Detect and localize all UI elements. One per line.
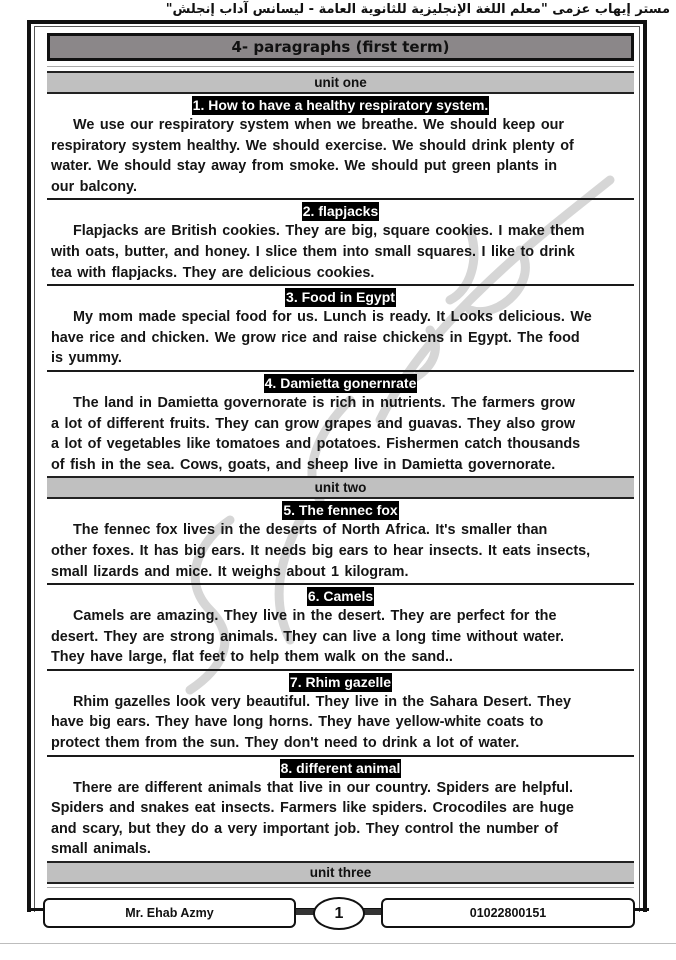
paragraph-line: a lot of different fruits. They can grow grapes and guavas. They also grow — [51, 415, 576, 432]
paragraph-heading: 3. Food in Egypt — [286, 289, 395, 306]
paragraph-line: small lizards and mice. It weighs about 1 kilogram. — [51, 563, 409, 580]
paragraph-line: have rice and chicken. We grow rice and raise chickens in Egypt. The food — [51, 329, 580, 346]
paragraph-line: Flapjacks are British cookies. They are big, square cookies. I make them — [73, 223, 585, 240]
paragraph-line: Rhim gazelles look very beautiful. They live in the Sahara Desert. They — [73, 693, 571, 710]
paragraph-block — [47, 373, 634, 476]
divider — [47, 583, 634, 585]
footer-connector — [294, 909, 315, 915]
paragraph-line: They have large, flat feet to help them walk on the sand.. — [51, 649, 453, 666]
paragraph-text — [47, 606, 634, 669]
paragraph-text — [47, 221, 634, 284]
paragraph-block — [47, 201, 634, 286]
paragraph-block — [47, 586, 634, 671]
paragraph-block — [47, 500, 634, 585]
paragraph-line: desert. They are strong animals. They can live a long time without water. — [51, 628, 565, 645]
page-bottom-divider — [0, 943, 676, 944]
unit-bar-two: unit two — [47, 476, 634, 499]
divider — [47, 198, 634, 200]
paragraph-text — [47, 520, 634, 583]
paragraph-heading: 7. Rhim gazelle — [289, 673, 392, 690]
paragraph-text — [47, 307, 634, 370]
paragraph-line: small animals. — [51, 841, 151, 858]
paragraph-heading: 8. different animal — [280, 759, 401, 776]
paragraph-block — [47, 287, 634, 372]
unit-bar-three: unit three — [47, 861, 634, 884]
paragraph-text — [47, 778, 634, 861]
paragraph-block — [47, 672, 634, 757]
page-number: 1 — [313, 897, 365, 930]
paragraph-line: tea with flapjacks. They are delicious cookies. — [51, 264, 375, 281]
paragraph-line: is yummy. — [51, 350, 122, 367]
paragraph-line: respiratory system healthy. We should exercise. We should drink plenty of — [51, 137, 574, 154]
paragraph-line: The land in Damietta governorate is rich in nutrients. The farmers grow — [73, 394, 575, 411]
paragraph-line: a lot of vegetables like tomatoes and potatoes. Fishermen catch thousands — [51, 436, 581, 453]
divider — [47, 669, 634, 671]
paragraph-text — [47, 115, 634, 198]
paragraph-line: Camels are amazing. They live in the desert. They are perfect for the — [73, 608, 557, 625]
paragraph-heading: 5. The fennec fox — [283, 502, 398, 519]
paragraph-line: The fennec fox lives in the deserts of North Africa. It's smaller than — [73, 522, 548, 539]
footer-connector — [363, 909, 383, 915]
paragraph-line: have big ears. They have long horns. They have yellow-white coats to — [51, 714, 544, 731]
paragraph-line: with oats, butter, and honey. I slice them into small squares. I like to drink — [51, 243, 575, 260]
paragraph-line: protect them from the sun. They don't need to drink a lot of water. — [51, 735, 520, 752]
paragraph-text — [47, 393, 634, 476]
divider — [47, 370, 634, 372]
page-title: 4- paragraphs (first term) — [47, 33, 634, 61]
paragraph-heading: 4. Damietta gonernrate — [264, 374, 417, 391]
divider — [47, 66, 634, 67]
paragraph-heading: 1. How to have a healthy respiratory system. — [192, 97, 489, 113]
divider — [47, 284, 634, 286]
paragraph-line: our balcony. — [51, 178, 137, 195]
divider — [47, 755, 634, 757]
footer-phone-number: 01022800151 — [381, 898, 635, 928]
unit-bar-one: unit one — [47, 71, 634, 94]
paragraph-line: We use our respiratory system when we breathe. We should keep our — [73, 117, 564, 133]
paragraph-text — [47, 692, 634, 755]
paragraph-heading: 6. Camels — [307, 588, 374, 605]
paragraphs-content — [47, 66, 634, 888]
paragraph-line: of fish in the sea. Cows, goats, and sheep live in Damietta governorate. — [51, 456, 556, 473]
paragraph-line: and scary, but they do a very important job. They control the number of — [51, 820, 558, 837]
divider — [47, 887, 634, 888]
paragraph-line: other foxes. It has big ears. It needs big ears to hear insects. It eats insects, — [51, 542, 591, 559]
footer-author-name: Mr. Ehab Azmy — [43, 898, 296, 928]
paragraph-block — [47, 95, 634, 200]
paragraph-line: My mom made special food for us. Lunch is ready. It Looks delicious. We — [73, 309, 592, 326]
author-header-arabic: مستر إيهاب عزمى "معلم اللغة الإنجليزية للثانوية العامة - ليسانس آداب إنجلش" — [165, 2, 670, 17]
paragraph-heading: 2. flapjacks — [302, 203, 379, 220]
paragraph-line: There are different animals that live in our country. Spiders are helpful. — [73, 779, 574, 796]
paragraph-line: water. We should stay away from smoke. We should put green plants in — [51, 158, 558, 175]
paragraph-block — [47, 758, 634, 861]
paragraph-line: Spiders and snakes eat insects. Farmers like spiders. Crocodiles are huge — [51, 800, 574, 817]
